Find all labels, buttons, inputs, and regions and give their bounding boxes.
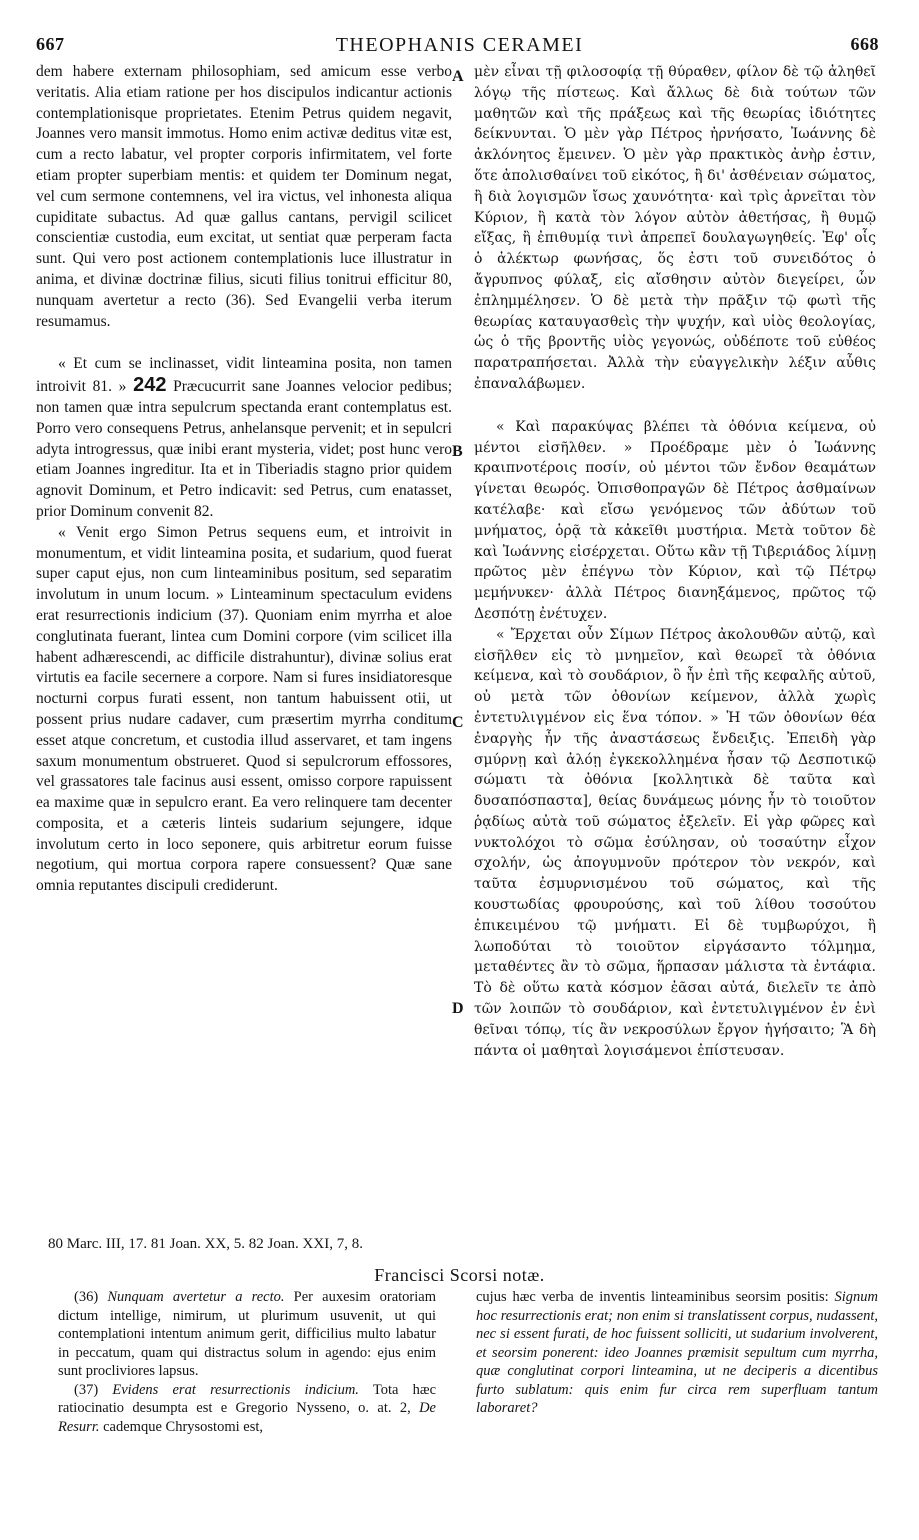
latin-paragraph-3: « Venit ergo Simon Petrus sequens eum, et introivit in monumentum, et vidit linteamina posita, et sudarium, quod fuerat super caput ejus, non cum linteaminibus positum, sed separatim involutum in unum locum. » Linteaminum spectaculum evidens erat resurrectionis indicium (37). Quoniam enim myrrha et aloe conglutinata fuerant, lintea cum Domini corpore (vim scilicet illa habent adhærescendi, ac difficile distrahuntur), divinæ solius erat virtutis ea facile secernere a corpore. Nam si fures insidiatoresque nocturni corpus furati essent, non tantum habuissent otii, ut possent prius nudare cadaver, cum præsertim myrrha conditum esset atque concretum, et custodia illud asservaret, et tam ingens saxum monumentum obstrueret. Quod si sepulcrorum effossores, vel grassatores tale facinus ausi essent, omisso corpore rapuissent ea maxime quæ in sepulcro erant. Ea vero relinquere tam decenter composita, et a cæteris linteis sudarium sejungere, idque involutum certo in loco seponere, quis arbitretur eorum fuisse negotium, qui mortua corpora rapere consuessent? Quæ sane omnia reputantes discipuli crediderunt.: [36, 523, 452, 895]
notes-right-column: [476, 1288, 878, 1418]
chapter-number: 242: [133, 374, 167, 397]
note-37-ref: (37): [74, 1381, 99, 1398]
greek-paragraph-1: μὲν εἶναι τῇ φιλοσοφίᾳ τῇ θύραθεν, φίλον δὲ τῷ ἀληθεῖ λόγῳ τῆς πίστεως. Καὶ ἄλλως δὲ διὰ τούτων τῶν μαθητῶν καὶ τῆς πράξεως καὶ τῆς θεωρίας ἰδιότητες δείκνυνται. Ὁ μὲν γὰρ Πέτρος ἠρνήσατο, Ἰωάννης δὲ ἀκλόνητος ἔμεινεν. Ὁ μὲν γὰρ πρακτικὸς ἀνὴρ ἐστιν, ὅτε ἀπολισθαίνει τοῦ εἰκότος, ἢ δι' ἀσθένειαν σώματος, ἢ διὰ λογισμῶν ἴσως χαυνότητα· καὶ τρὶς ἀρνεῖται τὸν Κύριον, ἢ κατὰ τὸν λόγον αὐτὸν ἀθετήσας, ἢ θυμῷ εἴξας, ἢ ἐπιθυμίᾳ τινὶ ἀπρεπεῖ δουλαγωγηθείς. Ἐφ' οἷς ὁ ἀλέκτωρ φωνήσας, ὅς ἐστι τοῦ συνειδότος ὁ ἄγρυπνος φύλαξ, εἰς αἴσθησιν αὐτὸν διεγείρει, ὧν ἐπλημμέλησεν. Ὁ δὲ μετὰ τὴν πρᾶξιν τῷ φωτὶ τῆς θεωρίας καταυγασθεὶς τὴν ψυχήν, καὶ υἱὸς θεολογίας, ὡς ὁ τῆς βροντῆς υἱὸς γεγονώς, οὐδέποτε τοῦ εὐθέος παρατραπήσεται. Ἀλλὰ τὴν εὐαγγελικὴν λέξιν αὖθις ἐπαναλάβωμεν.: [474, 64, 876, 392]
note-37-work: De Resurr.: [58, 1400, 436, 1435]
note-37-text-end: cademque Chrysostomi est,: [103, 1418, 264, 1435]
running-title: THEOPHANIS CERAMEI: [335, 34, 584, 56]
margin-letter-a: A: [452, 68, 464, 85]
latin-paragraph-2-text: Præcucurrit sane Joannes velocior pedibus; non tamen quæ intra sepulcrum spectanda erant contemplatus est. Porro vero consequens Petrus, anhelansque pervenit; et in sepulcri adyta introgressus, quæ inibi erant mysteria, videt; post hunc vero etiam Joannes ingreditur. Ita et in Tiberiadis stagno prior quidem agnovit Dominum, et Petro indicavit: sed Petrus, cum enatasset, prior Dominum convenit 82.: [36, 378, 453, 520]
latin-quote-1: « Et cum se inclinasset, vidit linteamina posita, non tamen introivit 81. »: [36, 355, 452, 396]
note-37-text: Tota hæc ratiocinatio desumpta est e Gregorio Nysseno, o. at. 2,: [58, 1381, 436, 1416]
greek-paragraph-2: « Καὶ παρακύψας βλέπει τὰ ὀθόνια κείμενα, οὐ μέντοι εἰσῆλθεν. » Προέδραμε μὲν ὁ Ἰωάννης κραιπνοτέροις ποσίν, οὐ μέντοι τῶν ἔνδον θεαμάτων γίνεται θεωρός. Ὀπισθοπραγῶν δὲ Πέτρος ἀσθμαίνων κατέλαβε· καὶ εἴσω γενόμενος τῶν ἀδύτων τοῦ μνήματος, ὁρᾷ τὰ κἀκεῖθι μυστήρια. Μετὰ τοῦτον δὲ καὶ Ἰωάννης εἰσέρχεται. Οὕτω κἂν τῇ Τιβεριάδος λίμνῃ πρῶτος μὲν ἐπέγνω τὸν Κύριον, καὶ τῷ Πέτρῳ μεμήνυκεν· ἀλλὰ Πέτρος διανηξάμενος, πρῶτος τῷ Δεσπότῃ ἐνέτυχεν.: [474, 418, 876, 622]
scripture-footnotes: 80 Marc. III, 17. 81 Joan. XX, 5. 82 Joan. XXI, 7, 8.: [48, 1236, 363, 1252]
latin-paragraph-1: dem habere externam philosophiam, sed amicum esse verbo veritatis. Alia etiam ratione per hos discipulos indicantur actionis contemplationisque proprietates. Etenim Petrus quidem negavit, Joannes vero mansit immotus. Homo enim activæ deditus vitæ est, cum a recto labatur, vel propter corporis infirmitatem, vel forte etiam propter superbiam mentis: et quidem ter Dominum negat, vel cum sermone contemnens, vel ira victus, vel inhonesta aliqua cupiditate subactus. Ad quæ gallus cantans, pervigil scilicet conscientiæ custodia, eum excitat, ut sentiat quæ perperam facta sunt. Qui vero post actionem contemplationis luce illustratur in anima, et divinæ doctrinæ filius, sicuti filius tonitrui efficitur 80, nunquam avertetur a recto (36). Sed Evangelii verba iterum resumamus.: [36, 63, 452, 330]
note-36: [58, 1288, 436, 1381]
greek-column: [474, 62, 876, 1061]
note-37-quote: Signum hoc resurrectionis erat; non enim si translatissent corpus, nudassent, nec si essent furati, de hoc fuissent solliciti, ut sudarium involverent, et seorsim ponerent: ideo Joannes præmisit sepultum cum myrrha, quæ conglutinat corpori linteamina, ut ne deciperis a dicentibus furto sublatum: quis enim fur circa rem superfluam tantum laboraret?: [476, 1289, 879, 1416]
margin-letter-d: D: [452, 1000, 464, 1017]
page-number-right: 668: [850, 34, 879, 54]
greek-paragraph-3: « Ἔρχεται οὖν Σίμων Πέτρος ἀκολουθῶν αὐτῷ, καὶ εἰσῆλθεν εἰς τὸ μνημεῖον, καὶ θεωρεῖ τὰ ὀθόνια κείμενα, καὶ τὸ σουδάριον, ὃ ἦν ἐπὶ τῆς κεφαλῆς αὐτοῦ, οὐ μετὰ τῶν ὀθονίων κείμενον, ἀλλὰ χωρὶς ἐντετυλιγμένον εἰς ἕνα τόπον. » Ἡ τῶν ὀθονίων θέα ἐναργὴς ἦν τῆς ἀναστάσεως ἔνδειξις. Ἐπειδὴ γὰρ σμύρνῃ καὶ ἀλόῃ ἐγκεκολλημένα ἦσαν τῷ Δεσποτικῷ σώματι τὰ ὀθόνια [κολλητικὰ δὲ ταῦτα καὶ δυσαπόσπαστα], θείας δυνάμεως μόνης ἦν τὸ τοιοῦτον ῥᾳδίως αὐτὰ τοῦ σώματος ἐξελεῖν. Εἰ γὰρ φῶρες καὶ νυκτολόχοι τὸ σῶμα ἐσύλησαν, οὐ τοσαύτην εἶχον σχολήν, ὡς ἀπογυμνοῦν πρότερον τὸν νεκρόν, καὶ ταῦτα ἐσμυρνισμένου τοῦ σώματος, καὶ τῆς κουστωδίας φρουρούσης, καὶ τοῦ λίθου τοσούτου ἐπικειμένου τῷ μνήματι. Εἰ δὲ τυμβωρύχοι, ἢ λωποδύται τὸ τοιοῦτον εἰργάσαντο τόλμημα, μεταθέντες ἂν τὸ σῶμα, ἥρπασαν μάλιστα τὰ ἐντάφια. Τὸ δὲ οὕτω κατὰ κόσμον ἐᾶσαι αὐτά, διελεῖν τε ἀπὸ τῶν λοιπῶν τὸ σουδάριον, καὶ ἐντετυλιγμένον ἐν ἑνὶ θεῖναι τόπῳ, τίς ἂν νεκροσύλων ἔργον ἡγήσαιτο; Ἃ δὴ πάντα οἱ μαθηταὶ λογισάμενοι ἐπίστευσαν.: [474, 626, 876, 1059]
notes-left-column: [58, 1288, 436, 1436]
note-37-cont-text: cujus hæc verba de inventis linteaminibus seorsim positis:: [476, 1289, 829, 1305]
latin-paragraph-2: [36, 354, 452, 522]
note-37-lemma: Evidens erat resurrectionis indicium.: [112, 1381, 359, 1398]
latin-column: [36, 62, 452, 897]
margin-letter-c: C: [452, 714, 464, 731]
page-number-left: 667: [36, 34, 65, 54]
note-37: [58, 1381, 436, 1437]
notes-title: Francisci Scorsi notæ.: [374, 1265, 545, 1285]
note-36-lemma: Nunquam avertetur a recto.: [107, 1289, 285, 1305]
margin-letter-b: B: [452, 443, 463, 460]
note-37-continuation: [476, 1288, 878, 1418]
note-36-text: Per auxesim oratoriam dictum intellige, nimirum, ut plurimum usuvenit, ut qui contemplationi intentum animum gerit, difficilius multo labatur in peccatum, quam qui distractus solum in agendo: ejus enim sunt procliviores lapsus.: [58, 1289, 437, 1379]
note-36-ref: (36): [74, 1289, 99, 1305]
